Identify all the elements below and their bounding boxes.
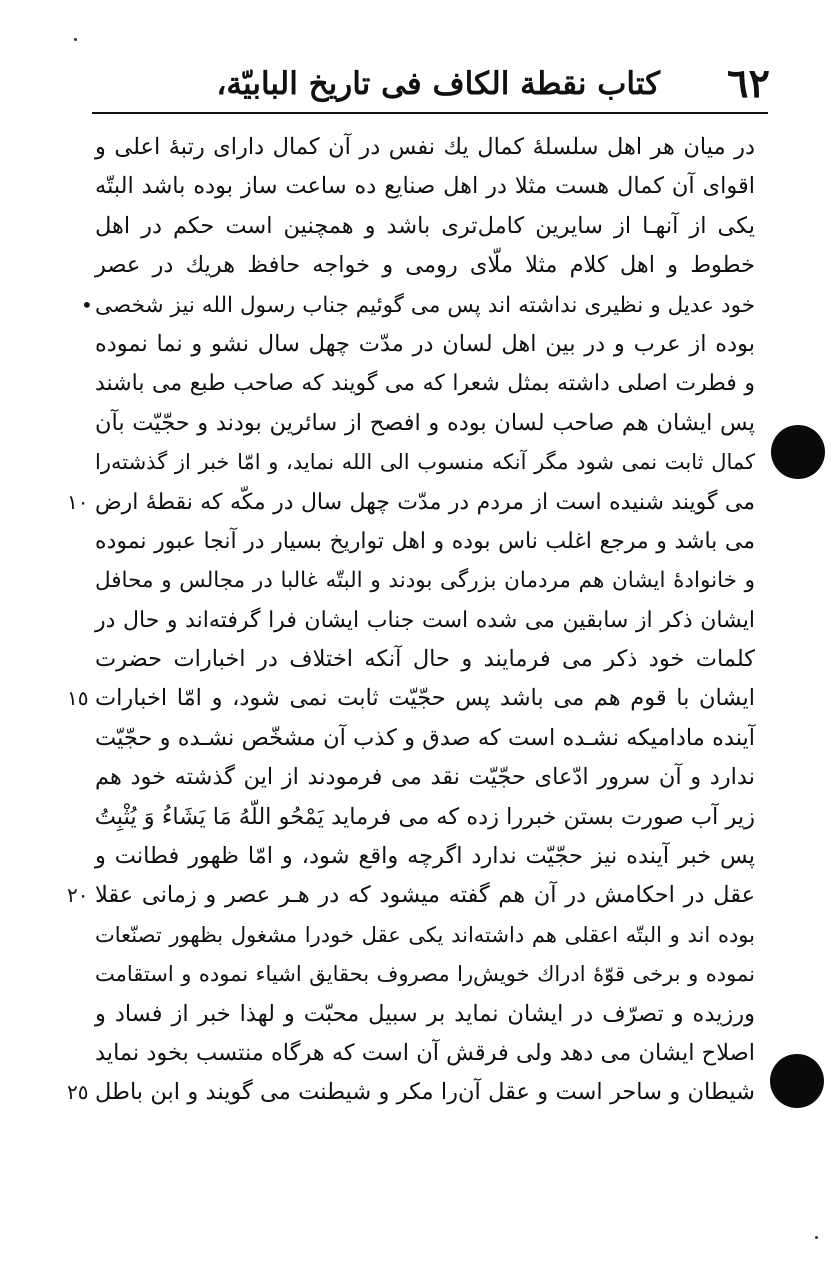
text-line (95, 719, 755, 758)
text-line-content: و فطرت اصلی داشته بمثل شعرا که می گویند که صاحب طبع می باشند (95, 371, 755, 397)
text-line (95, 798, 755, 837)
text-line (67, 679, 755, 718)
margin-line-number: ٢٥ (67, 1080, 89, 1105)
text-line (67, 483, 755, 522)
text-line-content: و خانوادهٔ ایشان هم مردمان بزرگی بودند و البتّه غالبا در مجالس و محافل (95, 568, 755, 594)
text-line (95, 601, 755, 640)
text-line (95, 128, 755, 167)
text-line-content: ایشان ذکر از سابقین می شده است جناب ایشان فرا گرفته‌اند و حال در (95, 607, 755, 633)
text-line-content: زیر آب صورت بستن خبررا زده که می فرماید یَمْحُو اللّهُ مَا یَشَاءُ وَ یُثْبِتُ (94, 803, 755, 830)
text-line (67, 1073, 755, 1112)
text-line (95, 995, 755, 1034)
binder-hole-bottom (770, 1054, 824, 1108)
text-line (95, 561, 755, 600)
page-number: ٦٢ (727, 60, 770, 107)
margin-bullet: • (81, 292, 93, 317)
binder-hole-top (771, 425, 825, 479)
page-header (90, 58, 770, 114)
scan-speck (74, 38, 77, 41)
text-line-content: اصلاح ایشان می دهد ولی فرقش آن است که هرگاه منتسب بخود نماید (95, 1039, 755, 1066)
scan-speck (815, 1236, 818, 1239)
text-line-content: یکی از آنهـا از سایرین کامل‌تری باشد و همچنین است حکم در اهل (95, 212, 755, 239)
text-line-content: ایشان با قوم هم می باشد پس حجّیّت ثابت نمی شود، و امّا اخبارات (95, 685, 755, 712)
margin-line-number: ١٠ (67, 489, 89, 514)
text-line-content: پس خبر آینده نیز حجّیّت ندارد اگرچه واقع شود، و امّا ظهور فطانت و (95, 843, 755, 870)
text-line-content: می باشد و مرجع اغلب ناس بوده و اهل تواریخ بسیار در آنجا عبور نموده (95, 528, 755, 554)
text-line-content: خطوط و اهل کلام مثلا ملّای رومی و خواجه حافظ هریك در عصر (95, 252, 755, 279)
text-line-content: پس ایشان هم صاحب لسان بوده و افصح از سائرین بودند و حجّیّت بآن (95, 409, 755, 436)
text-line (95, 758, 755, 797)
text-line (95, 207, 755, 246)
text-line-content: بوده از عرب و در بین اهل لسان در مدّت چهل سال نشو و نما نموده (95, 330, 755, 357)
text-line (81, 286, 755, 325)
text-line (95, 443, 755, 482)
text-line-content: نموده و برخی قوّهٔ ادراك خویش‌را مصروف بحقایق اشیاء نموده و استقامت (95, 962, 755, 987)
text-line (95, 167, 755, 206)
text-line (95, 916, 755, 955)
text-line-content: عقل در احکامش در آن هم گفته میشود که در هـر عصر و زمانی عقلا (95, 882, 755, 909)
margin-line-number: ١٥ (67, 686, 89, 711)
text-line (67, 876, 755, 915)
text-line-content: اقوای آن کمال هست مثلا در اهل صنایع ده ساعت ساز بوده باشد البتّه (95, 173, 755, 200)
text-line-content: در میان هر اهل سلسلهٔ کمال یك نفس در آن کمال دارای رتبهٔ اعلی و (95, 134, 755, 160)
text-line-content: ورزیده و تصرّف در ایشان نماید بر سبیل محبّت و لهذا خبر از فساد و (95, 1000, 755, 1027)
text-line (95, 955, 755, 994)
text-line (95, 246, 755, 285)
margin-line-number: ٢٠ (67, 883, 89, 908)
text-line (95, 640, 755, 679)
body-text (67, 128, 755, 1113)
text-line-content: آینده مادامیکه نشـده است که صدق و کذب آن مشخّص نشـده و حجّیّت (95, 724, 755, 751)
header-rule (92, 112, 768, 114)
text-line-content: ندارد و آن سرور ادّعای حجّیّت نقد می فرمودند از این گذشته خود هم (95, 764, 755, 791)
text-line-content: کلمات خود ذکر می فرمایند و حال آنکه اختلاف در اخبارات حضرت (95, 646, 755, 673)
text-line (95, 364, 755, 403)
text-line (95, 404, 755, 443)
text-line-content: بوده اند و البتّه اعقلی هم داشته‌اند یکی عقل خودرا مشغول بظهور تصنّعات (95, 922, 755, 947)
text-line (95, 837, 755, 876)
text-line-content: شیطان و ساحر است و عقل آن‌را مکر و شیطنت می گویند و ابن باطل (95, 1079, 755, 1106)
text-line (95, 1034, 755, 1073)
text-line-content: می گویند شنیده است از مردم در مدّت چهل سال در مکّه که نقطهٔ ارض (95, 489, 755, 515)
text-line (95, 325, 755, 364)
text-line (95, 522, 755, 561)
running-title: کتاب نقطة الکاف فی تاریخ البابیّة، (216, 66, 660, 102)
text-line-content: کمال ثابت نمی شود مگر آنکه منسوب الی الله نماید، و امّا خبر از گذشته‌را (95, 450, 755, 475)
text-line-content: خود عدیل و نظیری نداشته اند پس می گوئیم جناب رسول الله نیز شخصی (95, 292, 755, 318)
